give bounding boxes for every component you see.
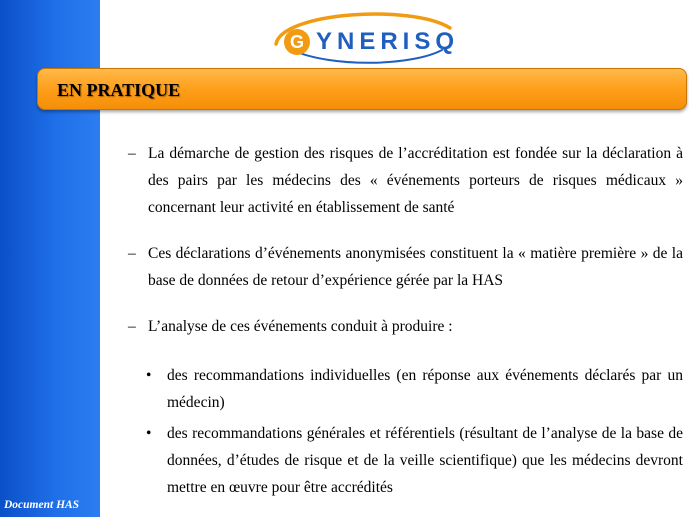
list-item: Ces déclarations d’événements anonymisées constituent la « matière première » de la base de données de retour d’expérience gérée par la HAS: [148, 245, 683, 289]
logo-g-badge: G: [284, 29, 310, 55]
list-item: La démarche de gestion des risques de l’accréditation est fondée sur la déclaration à des pairs par les médecins des « événements porteurs de risques médicaux » concernant leur activité en établissement de santé: [148, 145, 683, 216]
section-banner: [37, 68, 687, 110]
dash-marker: –: [128, 145, 136, 162]
bullet-marker: •: [146, 425, 152, 442]
list-item: L’analyse de ces événements conduit à produire :: [148, 318, 453, 335]
source-footnote: Document HAS: [4, 499, 80, 511]
list-item: des recommandations individuelles (en réponse aux événements déclarés par un médecin): [167, 367, 683, 411]
gynerisq-logo: [262, 6, 462, 66]
bullet-marker: •: [146, 367, 152, 384]
dash-marker: –: [128, 318, 136, 335]
logo-text: YNERISQ: [316, 28, 460, 55]
list-item: des recommandations générales et référentiels (résultant de l’analyse de la base de données, d’études de risque et de la veille scientifique) que les médecins devront mettre en œuvre pour être accrédités: [167, 425, 683, 496]
banner-title: EN PRATIQUE: [57, 80, 181, 100]
logo-wordmark: [262, 28, 459, 56]
dash-marker: –: [128, 245, 136, 262]
